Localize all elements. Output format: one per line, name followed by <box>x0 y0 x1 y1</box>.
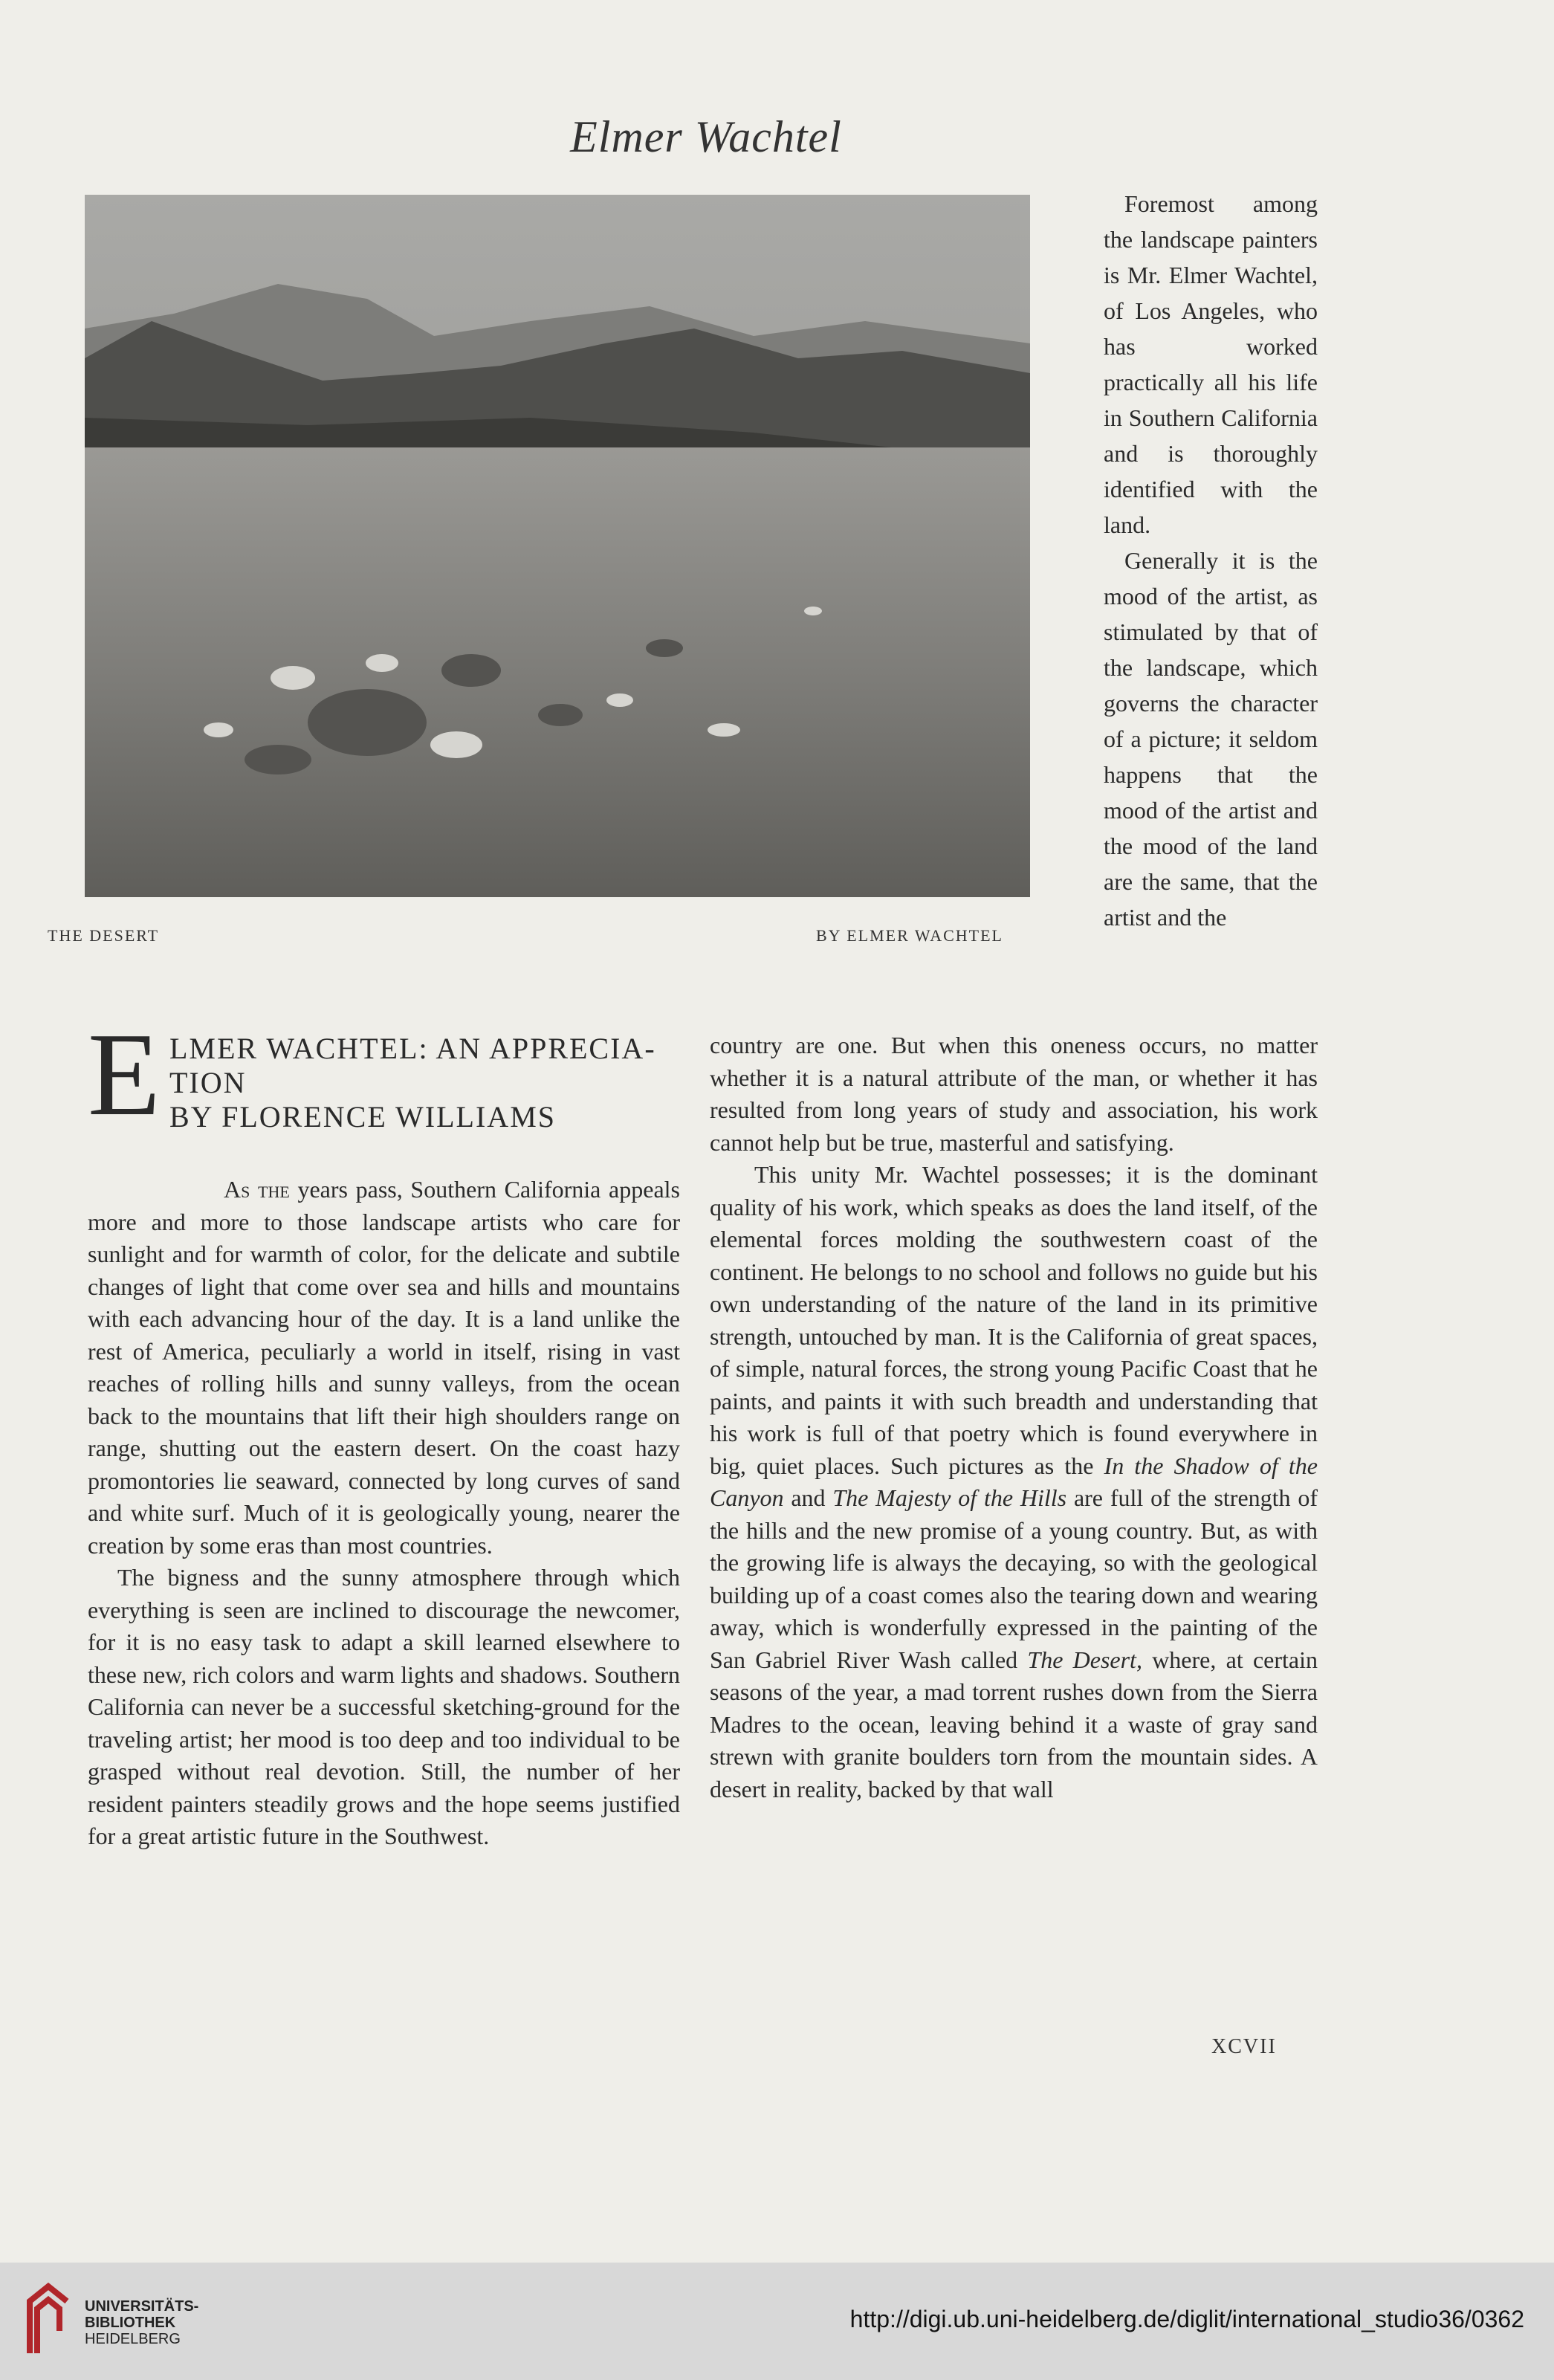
artwork-title: In the Shadow of the Canyon <box>710 1452 1318 1511</box>
drop-cap: E <box>88 1008 161 1140</box>
paragraph <box>710 1159 1318 1805</box>
paragraph-text: and <box>783 1484 833 1511</box>
painting-image <box>85 195 1030 897</box>
library-logo-icon <box>22 2279 74 2361</box>
paragraph-text: years pass, Southern California appeals more and more to those landscape artists who care for sunlight and for warmth of color, for the delicate and subtile changes of light that come over sea and hills and mountains with each advancing hour of the day. It is a land unlike the rest of America, peculiarly a world in itself, rising in vast reaches of rolling hills and sunny valleys, from the ocean back to the mountains that lift their high shoulders range on range, shutting out the eastern desert. On the coast hazy promontories lie seaward, connected by long curves of sand and white surf. Much of it is geologically young, nearer the creation by some eras than most countries. <box>88 1176 680 1559</box>
library-name-line-1: UNIVERSITÄTS- <box>85 2298 199 2315</box>
paragraph: Foremost among the landscape painters is Mr. Elmer Wachtel, of Los Angeles, who has worked practically all his life in Southern California and is thoroughly identified with the land. <box>1104 190 1318 538</box>
figure-caption-artist: BY ELMER WACHTEL <box>816 926 1003 945</box>
article-title-line-1: LMER WACHTEL: AN APPRECIA- <box>169 1032 656 1065</box>
artwork-title: The Desert, <box>1027 1646 1142 1673</box>
article-title-line-2: TION <box>169 1066 247 1099</box>
figure-caption-title: THE DESERT <box>48 926 160 945</box>
paragraph <box>88 1174 680 1562</box>
painting-the-desert <box>85 195 1030 897</box>
text-column-right-narrow <box>1104 186 1318 935</box>
paragraph: The bigness and the sunny atmosphere through which everything is seen are inclined to discourage the newcomer, for it is no easy task to adapt a skill learned elsewhere to these new, rich colors and warm lights and shadows. Southern California can never be a successful sketching-ground for the traveling artist; her mood is too deep and too individual to be grasped without real devotion. Still, the number of her resident painters steadily grows and the hope seems justified for a great artistic future in the Southwest. <box>88 1564 680 1849</box>
paragraph-text: are full of the strength of the hills and the new promise of a young country. But, as with the growing life is always the decaying, so with the geological building up of a coast comes also the tearing down and wearing away, which is wonderfully expressed in the painting of the San Gabriel River Wash called <box>710 1484 1318 1673</box>
text-column-left <box>88 1174 680 1853</box>
page-header-title: Elmer Wachtel <box>570 112 842 161</box>
paragraph: country are one. But when this oneness occurs, no matter whether it is a natural attribute of the man, or whether it has resulted from long years of study and association, his work cannot help but be true, masterful and satisfying. <box>710 1032 1318 1156</box>
library-name-line-2: BIBLIOTHEK <box>85 2315 176 2331</box>
paragraph-text: where, at certain seasons of the year, a mad torrent rushes down from the Sierra Madres to the ocean, leaving behind it a waste of gray sand strewn with granite boulders torn from the mountain sides. A desert in reality, backed by that wall <box>710 1646 1318 1802</box>
source-url-link[interactable]: http://digi.ub.uni-heidelberg.de/diglit/international_studio36/0362 <box>849 2306 1524 2332</box>
page-number: XCVII <box>1211 2035 1277 2058</box>
article-title-block <box>169 1032 705 1134</box>
paragraph: Generally it is the mood of the artist, as stimulated by that of the landscape, which governs the character of a picture; it seldom happens that the mood of the artist and the mood of the land are the same, that the artist and the <box>1104 547 1318 931</box>
library-name-line-3: HEIDELBERG <box>85 2331 181 2347</box>
footer-bar <box>0 2263 1554 2380</box>
library-name <box>85 2298 198 2347</box>
artwork-title: The Majesty of the Hills <box>832 1484 1067 1511</box>
paragraph-text: This unity Mr. Wachtel possesses; it is the dominant quality of his work, which speaks as does the land itself, of the elemental forces molding the southwestern coast of the continent. He belongs to no school and follows no guide but his own understanding of the nature of the land in its primitive strength, untouched by man. It is the California of great spaces, of simple, natural forces, the strong young Pacific Coast that he paints, and paints it with such breadth and understanding that his work is full of that poetry which is found everywhere in big, quiet places. Such pictures as the <box>710 1161 1318 1479</box>
text-column-right-wide <box>710 1029 1318 1805</box>
lead-smallcaps: As the <box>224 1176 290 1203</box>
article-byline: BY FLORENCE WILLIAMS <box>169 1100 556 1134</box>
